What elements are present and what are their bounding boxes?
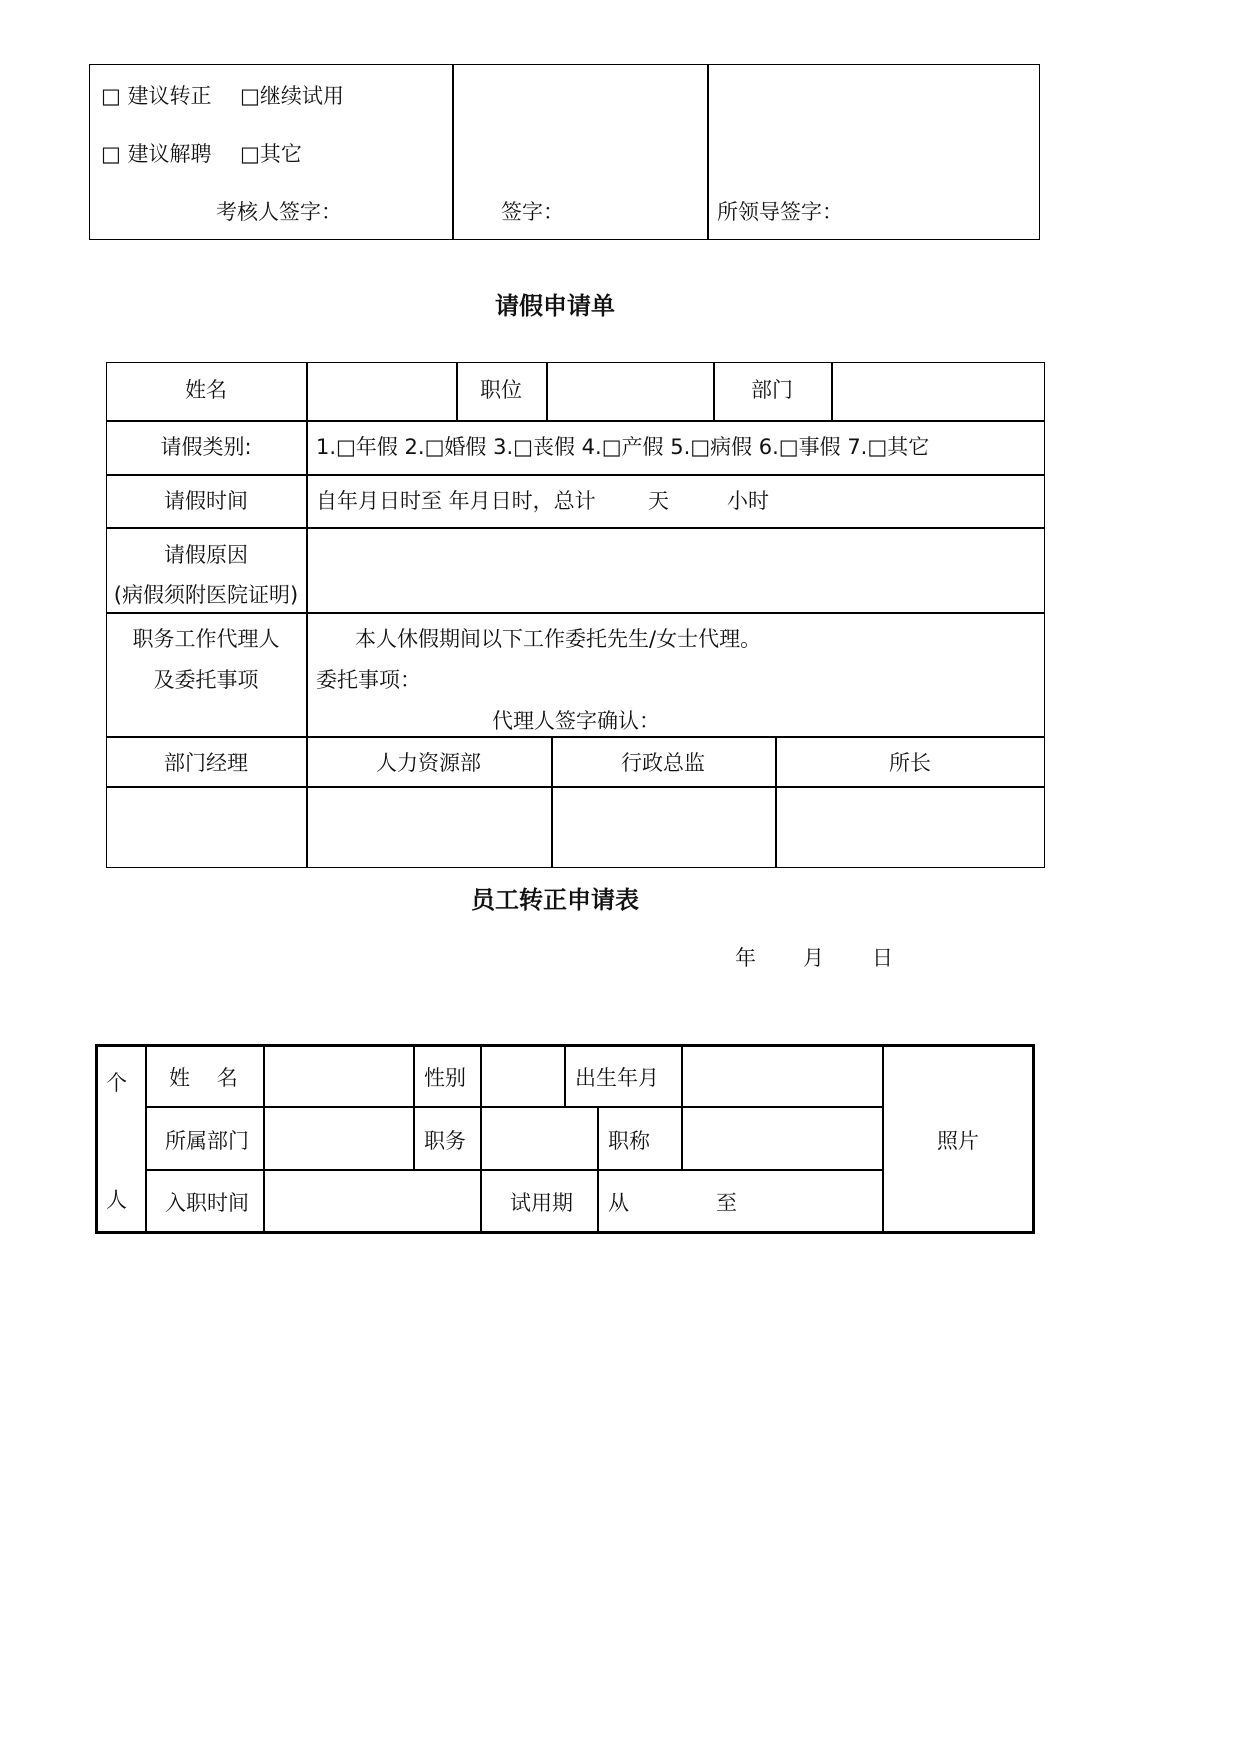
reg-name-label: 姓 名 (169, 1066, 238, 1090)
date-day: 日 (872, 946, 893, 970)
option-continue-probation[interactable]: □继续试用 (240, 84, 344, 108)
agent-signature-label: 代理人签字确认： (492, 709, 660, 733)
entrust-items-label: 委托事项： (316, 668, 421, 692)
leave-name-label: 姓名 (185, 378, 227, 402)
approver-hr: 人力资源部 (376, 751, 481, 775)
eval-divider-2 (707, 64, 709, 240)
leave-col-line (306, 362, 308, 868)
approver-dept-manager: 部门经理 (164, 751, 248, 775)
reg-gender-label: 性别 (424, 1066, 466, 1090)
leave-row-line (106, 612, 1045, 614)
reg-row-line (146, 1169, 883, 1171)
leave-type-options[interactable]: 1.□年假 2.□婚假 3.□丧假 4.□产假 5.□病假 6.□事假 7.□其它 (316, 435, 930, 459)
leave-row-line (106, 420, 1045, 422)
leave-form-title: 请假申请单 (495, 292, 615, 320)
reg-dept-label: 所属部门 (165, 1129, 249, 1153)
leave-days-unit: 天 (648, 489, 669, 513)
leave-position-label: 职位 (480, 378, 522, 402)
reg-col-line (263, 1044, 265, 1234)
regularization-form-title: 员工转正申请表 (471, 886, 639, 914)
agent-label-line1: 职务工作代理人 (132, 627, 280, 651)
leave-row-line (106, 474, 1045, 476)
reg-duty-label: 职务 (424, 1129, 466, 1153)
option-suggest-dismiss[interactable]: □ 建议解聘 (101, 142, 212, 166)
section-label-bottom: 人 (106, 1188, 127, 1212)
approver-admin-director: 行政总监 (621, 751, 705, 775)
reg-row-line (146, 1106, 883, 1108)
reg-titlerank-label: 职称 (608, 1129, 650, 1153)
reg-from-label: 从 (608, 1191, 629, 1215)
reg-col-line (681, 1044, 683, 1170)
option-suggest-regular[interactable]: □ 建议转正 (101, 84, 212, 108)
leave-col-line (546, 362, 548, 420)
approver-director: 所长 (889, 751, 931, 775)
leader-signature-label: 所领导签字： (717, 200, 843, 224)
section-label-top: 个 (106, 1071, 127, 1095)
reg-birth-label: 出生年月 (575, 1066, 659, 1090)
leave-time-label: 请假时间 (164, 489, 248, 513)
date-year: 年 (735, 946, 756, 970)
signature-label: 签字： (501, 200, 564, 224)
agent-label-line2: 及委托事项 (153, 668, 259, 692)
reg-col-line (480, 1044, 482, 1234)
leave-hours-unit: 小时 (727, 489, 769, 513)
leave-type-label: 请假类别: (160, 435, 252, 459)
reg-to-label: 至 (716, 1191, 737, 1215)
reg-photo-label: 照片 (937, 1129, 979, 1153)
leave-reason-label: 请假原因 (164, 543, 248, 567)
reg-hire-label: 入职时间 (165, 1191, 249, 1215)
leave-row-line (106, 786, 1045, 788)
reg-col-line (597, 1106, 599, 1234)
eval-divider-1 (452, 64, 454, 240)
leave-row-line (106, 736, 1045, 738)
reg-probation-label: 试用期 (510, 1191, 573, 1215)
assessor-signature-label: 考核人签字： (216, 200, 342, 224)
leave-time-text: 自年月日时至 年月日时，总计 (316, 489, 596, 513)
reg-col-line (564, 1044, 566, 1107)
leave-col-line (831, 362, 833, 420)
reg-col-line (413, 1044, 415, 1170)
option-other[interactable]: □其它 (240, 142, 302, 166)
agent-statement: 本人休假期间以下工作委托先生/女士代理。 (355, 627, 762, 651)
leave-reason-note: (病假须附医院证明) (113, 583, 299, 607)
date-month: 月 (803, 946, 824, 970)
reg-col-line (145, 1044, 147, 1234)
leave-dept-label: 部门 (751, 378, 793, 402)
leave-row-line (106, 527, 1045, 529)
